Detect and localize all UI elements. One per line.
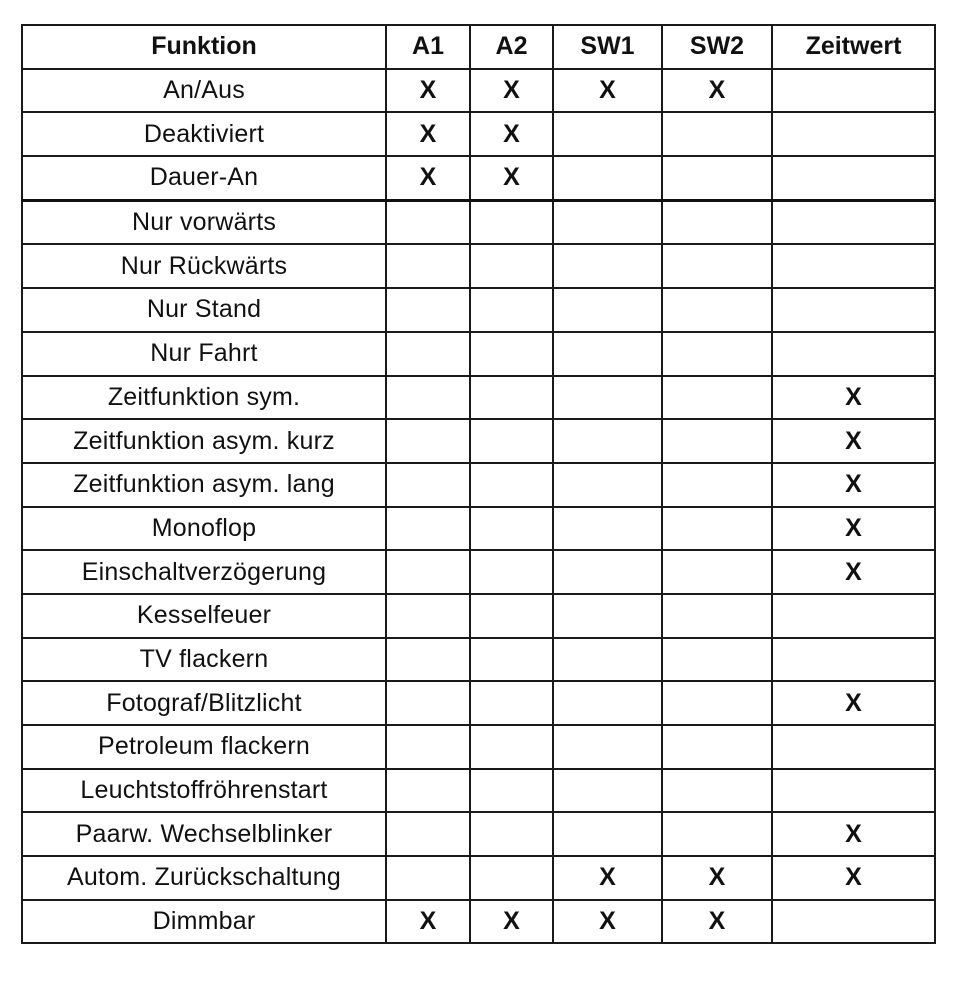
cell-sw1 [553, 638, 662, 682]
cell-sw1 [553, 244, 662, 288]
header-zeitwert: Zeitwert [772, 25, 935, 69]
cell-a1 [386, 594, 470, 638]
cell-a1 [386, 419, 470, 463]
table-row [22, 812, 935, 856]
cell-sw2: X [662, 856, 772, 900]
cell-sw2 [662, 463, 772, 507]
cell-sw2 [662, 638, 772, 682]
table-row [22, 376, 935, 420]
table-row [22, 112, 935, 156]
cell-a1 [386, 725, 470, 769]
cell-sw1 [553, 332, 662, 376]
table-row [22, 200, 935, 244]
function-name: Einschaltverzögerung [22, 550, 386, 594]
cell-a1 [386, 638, 470, 682]
cell-a2 [470, 725, 553, 769]
cell-sw1 [553, 507, 662, 551]
function-table [21, 24, 936, 944]
table-row [22, 156, 935, 200]
cell-sw1 [553, 550, 662, 594]
cell-a1 [386, 288, 470, 332]
header-sw2: SW2 [662, 25, 772, 69]
cell-sw2 [662, 200, 772, 244]
cell-a1 [386, 769, 470, 813]
function-name: Dauer-An [22, 156, 386, 200]
table-row [22, 507, 935, 551]
cell-a1 [386, 200, 470, 244]
header-a1: A1 [386, 25, 470, 69]
cell-sw2 [662, 594, 772, 638]
cell-zeitwert: X [772, 419, 935, 463]
cell-zeitwert: X [772, 507, 935, 551]
cell-a1 [386, 244, 470, 288]
cell-sw2 [662, 812, 772, 856]
cell-sw2 [662, 288, 772, 332]
function-name: Nur vorwärts [22, 200, 386, 244]
function-name: Zeitfunktion asym. kurz [22, 419, 386, 463]
cell-zeitwert [772, 900, 935, 944]
cell-a2 [470, 812, 553, 856]
table-row [22, 419, 935, 463]
cell-a1 [386, 507, 470, 551]
cell-sw1 [553, 419, 662, 463]
cell-a2 [470, 856, 553, 900]
cell-a2 [470, 244, 553, 288]
cell-sw1 [553, 376, 662, 420]
cell-sw1 [553, 812, 662, 856]
table-header-row [22, 25, 935, 69]
table-row [22, 681, 935, 725]
function-name: Nur Stand [22, 288, 386, 332]
function-name: Autom. Zurückschaltung [22, 856, 386, 900]
cell-sw1: X [553, 69, 662, 113]
cell-a1 [386, 550, 470, 594]
cell-sw2 [662, 507, 772, 551]
function-name: Fotograf/Blitzlicht [22, 681, 386, 725]
cell-zeitwert [772, 725, 935, 769]
cell-a1 [386, 463, 470, 507]
cell-zeitwert [772, 200, 935, 244]
table-row [22, 725, 935, 769]
cell-sw1 [553, 112, 662, 156]
cell-sw2 [662, 681, 772, 725]
cell-sw1 [553, 463, 662, 507]
cell-a2 [470, 463, 553, 507]
function-name: Petroleum flackern [22, 725, 386, 769]
table-row [22, 463, 935, 507]
header-sw1: SW1 [553, 25, 662, 69]
cell-a2: X [470, 69, 553, 113]
cell-a2 [470, 507, 553, 551]
function-name: Dimmbar [22, 900, 386, 944]
cell-zeitwert [772, 332, 935, 376]
table-row [22, 638, 935, 682]
cell-sw2 [662, 156, 772, 200]
function-name: Leuchtstoffröhrenstart [22, 769, 386, 813]
table-row [22, 332, 935, 376]
cell-a2 [470, 376, 553, 420]
function-name: Zeitfunktion asym. lang [22, 463, 386, 507]
cell-sw2 [662, 332, 772, 376]
function-name: Kesselfeuer [22, 594, 386, 638]
table-row [22, 769, 935, 813]
cell-zeitwert [772, 638, 935, 682]
cell-a1 [386, 681, 470, 725]
function-name: Paarw. Wechselblinker [22, 812, 386, 856]
cell-sw1 [553, 288, 662, 332]
cell-zeitwert: X [772, 856, 935, 900]
cell-a2 [470, 594, 553, 638]
cell-zeitwert [772, 156, 935, 200]
cell-a1: X [386, 112, 470, 156]
cell-a2: X [470, 900, 553, 944]
cell-zeitwert: X [772, 376, 935, 420]
cell-sw1 [553, 200, 662, 244]
cell-a1: X [386, 900, 470, 944]
cell-sw1 [553, 769, 662, 813]
function-name: TV flackern [22, 638, 386, 682]
cell-sw2: X [662, 69, 772, 113]
cell-zeitwert [772, 288, 935, 332]
cell-zeitwert [772, 69, 935, 113]
function-name: Monoflop [22, 507, 386, 551]
cell-a2: X [470, 112, 553, 156]
cell-sw2 [662, 769, 772, 813]
cell-sw2 [662, 244, 772, 288]
function-name: Zeitfunktion sym. [22, 376, 386, 420]
cell-sw2 [662, 112, 772, 156]
cell-sw1 [553, 725, 662, 769]
cell-a2 [470, 550, 553, 594]
cell-sw2 [662, 725, 772, 769]
cell-a1 [386, 332, 470, 376]
cell-a1: X [386, 156, 470, 200]
cell-a2: X [470, 156, 553, 200]
table-row [22, 69, 935, 113]
cell-sw1 [553, 681, 662, 725]
cell-sw2 [662, 419, 772, 463]
cell-zeitwert [772, 769, 935, 813]
cell-a2 [470, 332, 553, 376]
table-row [22, 594, 935, 638]
cell-sw2 [662, 550, 772, 594]
function-name: Nur Fahrt [22, 332, 386, 376]
cell-zeitwert [772, 112, 935, 156]
cell-zeitwert: X [772, 463, 935, 507]
table-row [22, 244, 935, 288]
cell-zeitwert: X [772, 681, 935, 725]
table-row [22, 288, 935, 332]
table-row [22, 550, 935, 594]
cell-a1 [386, 856, 470, 900]
table-row [22, 856, 935, 900]
function-name: Deaktiviert [22, 112, 386, 156]
cell-a2 [470, 638, 553, 682]
cell-a2 [470, 419, 553, 463]
table-row [22, 900, 935, 944]
cell-a2 [470, 288, 553, 332]
cell-a2 [470, 200, 553, 244]
cell-a1: X [386, 69, 470, 113]
cell-sw2 [662, 376, 772, 420]
cell-zeitwert: X [772, 550, 935, 594]
header-funktion: Funktion [22, 25, 386, 69]
header-a2: A2 [470, 25, 553, 69]
cell-zeitwert [772, 244, 935, 288]
cell-a1 [386, 812, 470, 856]
cell-sw1 [553, 156, 662, 200]
cell-zeitwert: X [772, 812, 935, 856]
cell-sw2: X [662, 900, 772, 944]
cell-sw1: X [553, 856, 662, 900]
function-name: Nur Rückwärts [22, 244, 386, 288]
cell-zeitwert [772, 594, 935, 638]
function-name: An/Aus [22, 69, 386, 113]
cell-a1 [386, 376, 470, 420]
cell-sw1 [553, 594, 662, 638]
cell-sw1: X [553, 900, 662, 944]
cell-a2 [470, 769, 553, 813]
cell-a2 [470, 681, 553, 725]
